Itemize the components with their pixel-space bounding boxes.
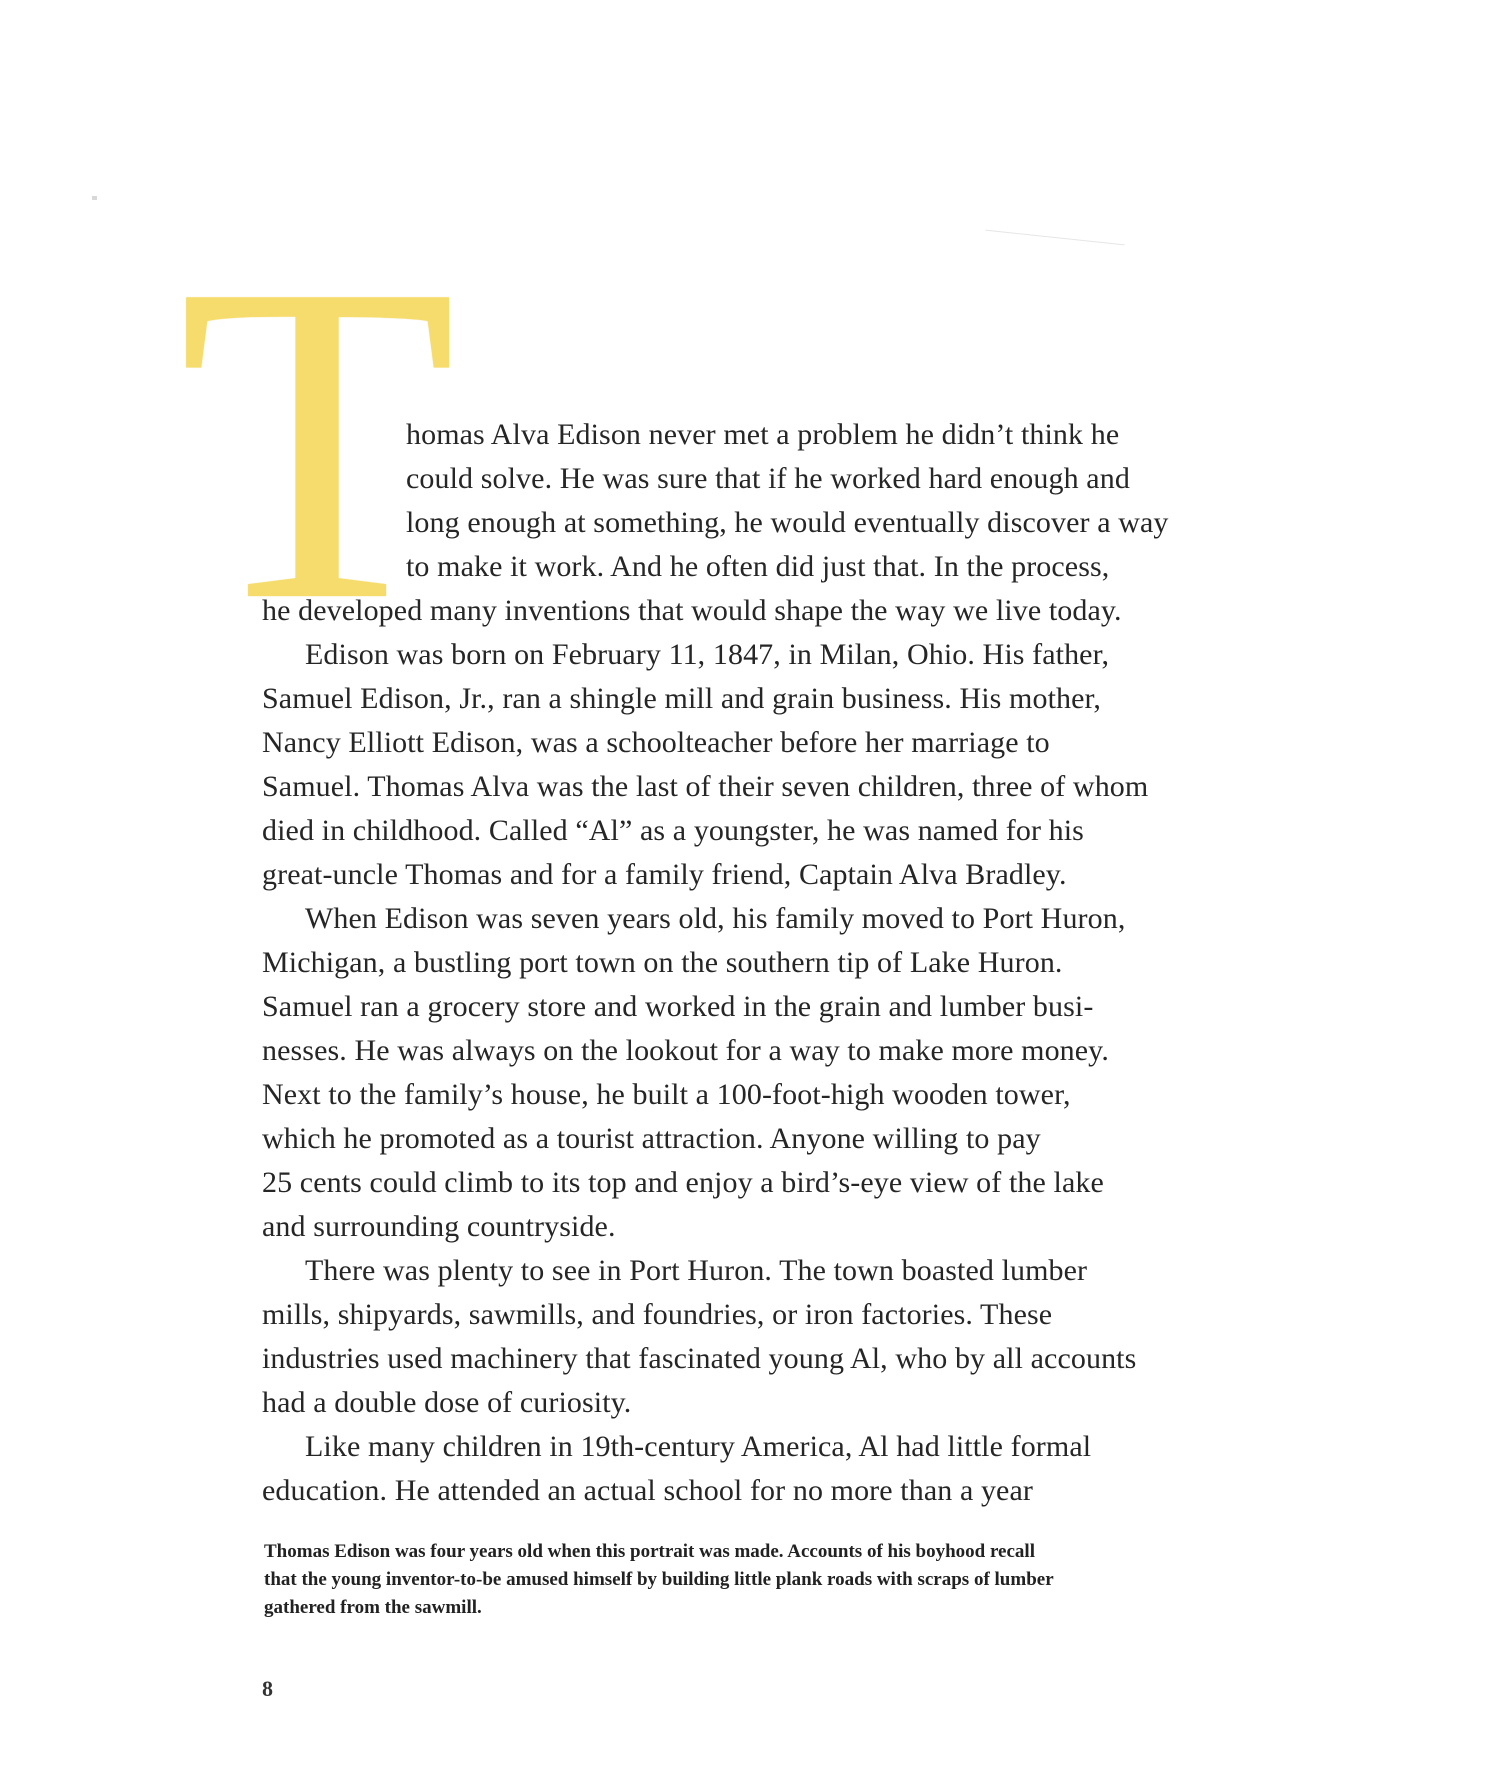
paragraph-line: industries used machinery that fascinated young Al, who by all accounts (262, 1342, 1137, 1375)
scan-speck (92, 196, 97, 200)
intro-line-full: he developed many inventions that would shape the way we live today. (262, 594, 1122, 627)
intro-line: to make it work. And he often did just that. In the process, (406, 550, 1110, 583)
paragraph-line: Samuel Edison, Jr., ran a shingle mill and grain business. His mother, (262, 682, 1102, 715)
paragraph-line: Nancy Elliott Edison, was a schoolteacher before her marriage to (262, 726, 1050, 759)
drop-cap: T (178, 190, 457, 695)
page-number: 8 (262, 1676, 273, 1701)
paragraph-line: When Edison was seven years old, his family moved to Port Huron, (305, 902, 1126, 935)
paragraph-line: Samuel ran a grocery store and worked in the grain and lumber busi- (262, 990, 1094, 1023)
photo-caption (264, 1538, 1264, 1622)
paragraph-line: 25 cents could climb to its top and enjoy a bird’s-eye view of the lake (262, 1166, 1104, 1199)
paragraph-line: which he promoted as a tourist attraction. Anyone willing to pay (262, 1122, 1041, 1155)
paragraph-line: mills, shipyards, sawmills, and foundries, or iron factories. These (262, 1298, 1053, 1331)
caption-line: that the young inventor-to-be amused himself by building little plank roads with scraps of lumber (264, 1569, 1054, 1590)
paragraph-line: Edison was born on February 11, 1847, in Milan, Ohio. His father, (305, 638, 1110, 671)
scan-mark (985, 230, 1124, 246)
intro-line: could solve. He was sure that if he worked hard enough and (406, 462, 1130, 495)
caption-line: Thomas Edison was four years old when this portrait was made. Accounts of his boyhood recall (264, 1541, 1035, 1562)
intro-line: long enough at something, he would eventually discover a way (406, 506, 1169, 539)
paragraph-line: There was plenty to see in Port Huron. The town boasted lumber (305, 1254, 1088, 1287)
intro-line: homas Alva Edison never met a problem he didn’t think he (406, 418, 1120, 451)
paragraph-line: had a double dose of curiosity. (262, 1386, 632, 1419)
paragraph-line: Michigan, a bustling port town on the southern tip of Lake Huron. (262, 946, 1063, 979)
paragraph-line: and surrounding countryside. (262, 1210, 616, 1243)
paragraph-line: Samuel. Thomas Alva was the last of their seven children, three of whom (262, 770, 1149, 803)
paragraph-line: education. He attended an actual school for no more than a year (262, 1474, 1033, 1507)
paragraph-line: died in childhood. Called “Al” as a youngster, he was named for his (262, 814, 1084, 847)
paragraph-line: Like many children in 19th-century America, Al had little formal (305, 1430, 1092, 1463)
paragraph-line: Next to the family’s house, he built a 100-foot-high wooden tower, (262, 1078, 1071, 1111)
paragraph-line: nesses. He was always on the lookout for a way to make more money. (262, 1034, 1109, 1067)
paragraph-line: great-uncle Thomas and for a family friend, Captain Alva Bradley. (262, 858, 1067, 891)
caption-line: gathered from the sawmill. (264, 1597, 482, 1618)
